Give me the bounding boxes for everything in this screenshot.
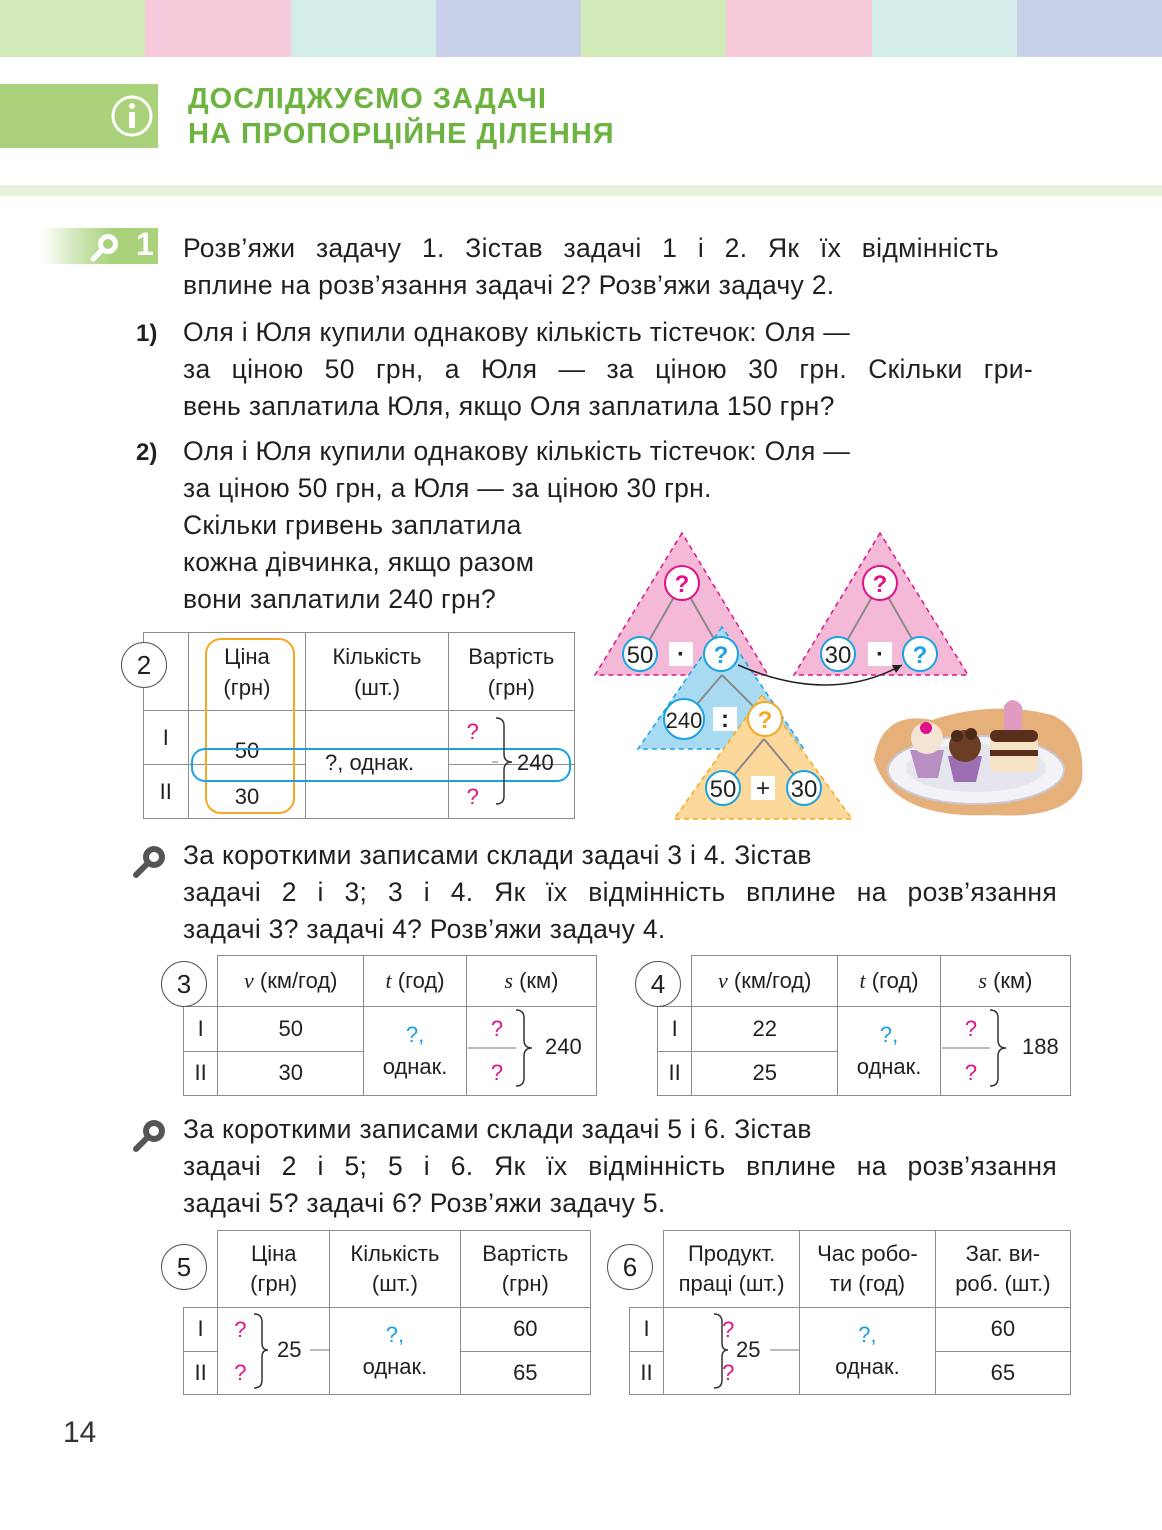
h-prod-1: Продукт.: [687, 1241, 776, 1266]
t1-left: 50: [626, 642, 654, 669]
text-line: задачі 5? задачі 6? Розв’яжи задачу 5.: [183, 1188, 666, 1218]
h-total-2: роб. (шт.): [955, 1271, 1051, 1296]
text-line: За короткими записами склади задачі 3 і 4. Зістав: [183, 840, 812, 870]
row-label: I: [184, 1308, 218, 1352]
header-price-2: (грн): [223, 674, 271, 700]
cakes-plate-illustration: [872, 690, 1086, 820]
row-label: I: [630, 1308, 664, 1352]
prod-question: ?: [722, 1360, 735, 1385]
time-question: ?,: [858, 1322, 877, 1347]
text-line: Розв’яжи задачу 1. Зістав задачі 1 і 2. Як їх відмінність: [183, 233, 999, 263]
t4-op: ·: [876, 641, 884, 668]
row-label: I: [184, 1007, 218, 1052]
t2-left: 240: [665, 708, 703, 733]
text-line: за ціною 50 грн, а Юля — за ціною 30 грн. Скільки гри-: [183, 354, 1033, 384]
h-v-symbol: v: [243, 968, 254, 993]
table-6-number: 6: [607, 1244, 653, 1290]
row-label: II: [630, 1351, 664, 1395]
t3-left: 50: [709, 776, 737, 803]
price-highlight-frame: [205, 638, 295, 814]
cost-question: ?: [466, 784, 479, 809]
t-note: однак.: [382, 1054, 448, 1079]
task-1-marker: 1): [136, 320, 158, 347]
output-cell: 60: [935, 1308, 1070, 1352]
s-question: ?: [490, 1060, 504, 1085]
header-cost-2: (грн): [487, 674, 535, 700]
t-question: ?,: [405, 1022, 425, 1047]
time-note: однак.: [835, 1354, 900, 1379]
row-label: II: [184, 1351, 218, 1395]
prod-question: ?: [722, 1317, 735, 1342]
title-line-2: НА ПРОПОРЦІЙНЕ ДІЛЕННЯ: [188, 118, 615, 150]
h-cost-1: Вартість: [482, 1241, 569, 1266]
text-line: Оля і Юля купили однакову кількість тістечок: Оля —: [183, 317, 851, 347]
magnifier-icon: [132, 1117, 168, 1153]
s-question: ?: [964, 1060, 978, 1085]
h-price-2: (грн): [250, 1271, 298, 1296]
table-5-number: 5: [161, 1244, 207, 1290]
h-qty-2: (шт.): [371, 1271, 418, 1296]
t1-right: ?: [713, 642, 729, 669]
total-25: 25: [277, 1337, 302, 1362]
h-t-symbol: t: [859, 968, 866, 993]
v-cell: 30: [218, 1051, 364, 1096]
h-t-unit: (год): [865, 968, 919, 993]
text-line: вони заплатили 240 грн?: [183, 584, 496, 614]
t1-top: ?: [674, 571, 690, 598]
t3-right: 30: [790, 776, 818, 803]
top-color-stripe: [0, 0, 1162, 57]
t2-right: ?: [757, 707, 773, 734]
header-cost-1: Вартість: [468, 643, 555, 669]
h-s-unit: (км): [512, 968, 559, 993]
price-question: ?: [234, 1317, 247, 1342]
text-line: вень заплатила Юля, якщо Оля заплатила 150 грн?: [183, 391, 835, 421]
row-label: II: [658, 1051, 692, 1096]
text-line: Оля і Юля купили однакову кількість тістечок: Оля —: [183, 436, 851, 466]
h-time-1: Час робо-: [817, 1241, 918, 1266]
s-question: ?: [490, 1016, 504, 1041]
t-note: однак.: [856, 1054, 922, 1079]
qty-note: [322, 750, 417, 776]
t1-op: ·: [677, 641, 685, 668]
text-line: кожна дівчинка, якщо разом: [183, 547, 535, 577]
price-question: ?: [234, 1360, 247, 1385]
h-s-symbol: s: [978, 968, 987, 993]
s-question: ?: [964, 1016, 978, 1041]
h-t-unit: (год): [391, 968, 445, 993]
t3-op: +: [755, 775, 771, 802]
h-price-1: Ціна: [250, 1241, 297, 1266]
header-qty-1: Кількість: [332, 643, 422, 669]
h-v-unit: (км/год): [727, 968, 812, 993]
total-25: 25: [736, 1337, 761, 1362]
row-label: II: [184, 1051, 218, 1096]
text-line: задачі 2 і 5; 5 і 6. Як їх відмінність вплине на розв’язання: [183, 1151, 1057, 1181]
table-2-number: 2: [121, 642, 167, 688]
cost-cell: 60: [460, 1308, 590, 1352]
page-number: 14: [63, 1416, 97, 1449]
s-brace: [942, 1006, 1022, 1090]
total-240: 240: [517, 750, 554, 775]
h-total-1: Заг. ви-: [965, 1241, 1041, 1266]
v-cell: 22: [692, 1007, 838, 1052]
text-line: Скільки гривень заплатила: [183, 510, 522, 540]
row-label: II: [144, 765, 189, 819]
t4-left: 30: [824, 642, 852, 669]
h-s-unit: (км): [986, 968, 1033, 993]
header-qty-2: (шт.): [353, 674, 401, 700]
table-3-number: 3: [161, 961, 207, 1007]
t2-op: :: [721, 706, 729, 733]
t4-right: ?: [912, 642, 928, 669]
text-line: задачі 2 і 3; 3 і 4. Як їх відмінність вплине на розв’язання: [183, 877, 1057, 907]
cost-question: ?: [466, 719, 479, 744]
task-2-marker: 2): [136, 439, 158, 466]
t-question: ?,: [879, 1022, 899, 1047]
s-brace: [468, 1006, 548, 1090]
v-cell: 25: [692, 1051, 838, 1096]
title-line-1: ДОСЛІДЖУЄМО ЗАДАЧІ: [188, 83, 547, 115]
magnifier-icon: [88, 230, 124, 262]
t4-top: ?: [872, 571, 888, 598]
output-cell: 65: [935, 1351, 1070, 1395]
h-v-symbol: v: [717, 968, 728, 993]
cost-cell: 65: [460, 1351, 590, 1395]
text-line: вплине на розв’язання задачі 2? Розв’яжи задачу 2.: [183, 270, 835, 300]
row-label: I: [658, 1007, 692, 1052]
h-time-2: ти (год): [829, 1271, 906, 1296]
v-cell: 50: [218, 1007, 364, 1052]
exercise-1-intro: [183, 230, 999, 304]
h-t-symbol: t: [385, 968, 392, 993]
task-1-text: [183, 314, 1033, 425]
h-cost-2: (грн): [501, 1271, 549, 1296]
text-line: задачі 3? задачі 4? Розв’яжи задачу 4.: [183, 914, 666, 944]
title-rule: [0, 185, 1162, 196]
exercise-2-text: [183, 837, 1057, 948]
price-cell: 30: [188, 765, 306, 819]
table-4-number: 4: [635, 961, 681, 1007]
total-240: 240: [545, 1034, 582, 1059]
h-prod-2: праці (шт.): [678, 1271, 785, 1296]
total-188: 188: [1022, 1034, 1059, 1059]
qty-question: ?,: [385, 1322, 405, 1347]
page-title: [188, 82, 615, 152]
h-qty-1: Кількість: [350, 1241, 440, 1266]
price-cell: 50: [188, 711, 306, 765]
info-icon: [110, 94, 154, 138]
exercise-1-number: 1: [136, 226, 154, 262]
header-price-1: Ціна: [224, 643, 270, 669]
qty-note: однак.: [362, 1354, 428, 1379]
text-line: за ціною 50 грн, а Юля — за ціною 30 грн.: [183, 473, 712, 503]
qty-note-text: ?, однак.: [325, 750, 415, 775]
exercise-3-text: [183, 1111, 1057, 1222]
text-line: За короткими записами склади задачі 5 і 6. Зістав: [183, 1114, 812, 1144]
table-6: [629, 1230, 1071, 1395]
row-label: I: [144, 711, 189, 765]
magnifier-icon: [132, 843, 168, 879]
h-v-unit: (км/год): [253, 968, 338, 993]
table-5: [183, 1230, 591, 1395]
h-s-symbol: s: [504, 968, 513, 993]
